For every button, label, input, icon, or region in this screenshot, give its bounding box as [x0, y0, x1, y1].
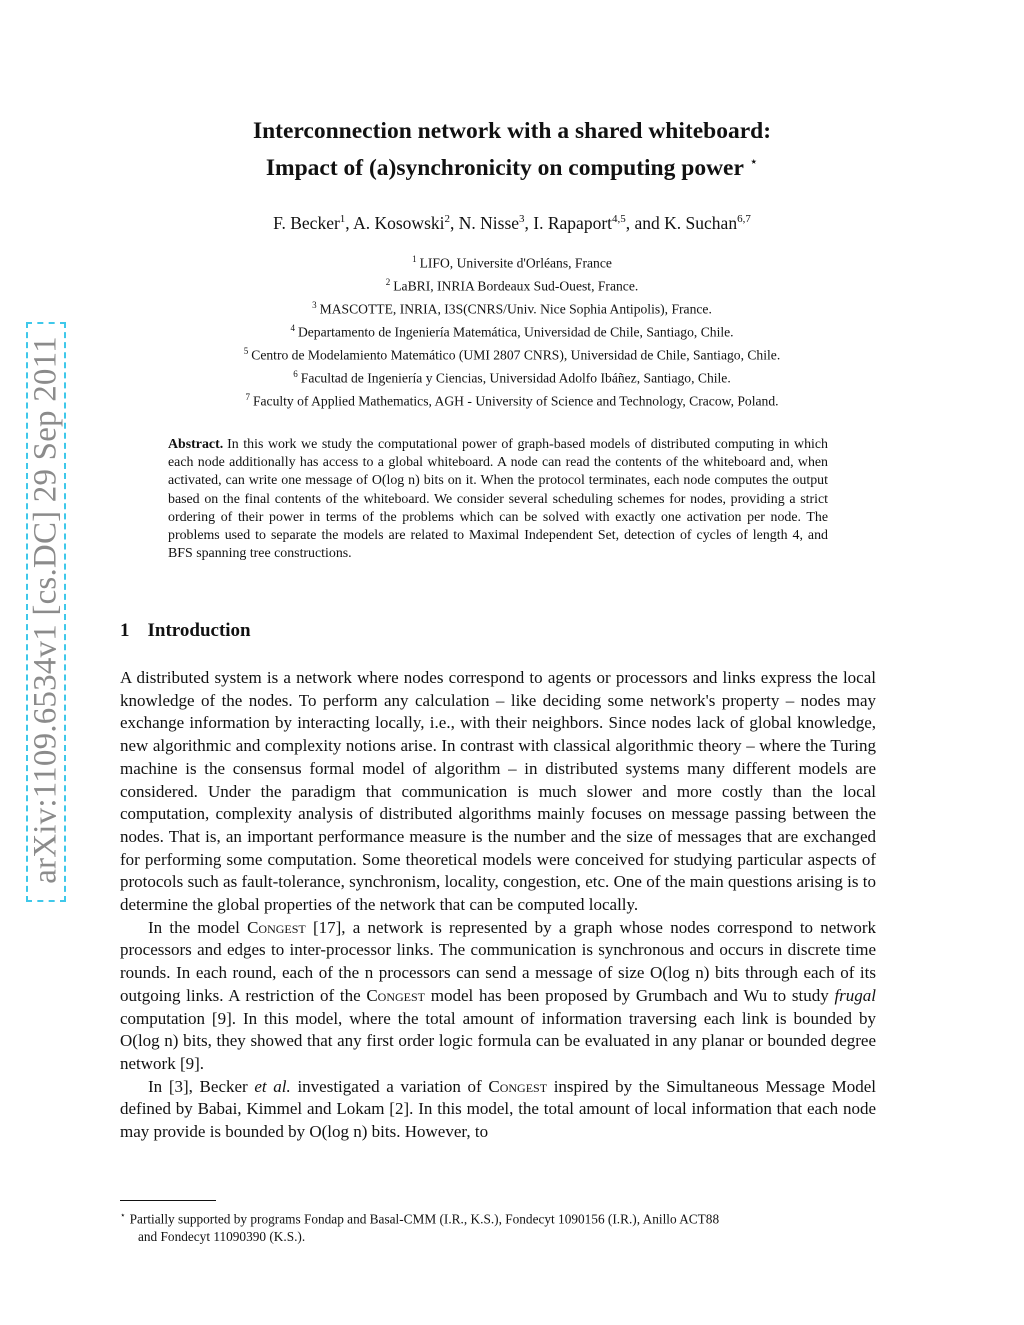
paragraph-2-text: computation [9]. In this model, where the total amount of information traversing each link is bounded by O(log n) bits, they showed that any first order logic formula can be evaluated in any planar or bounded degree network [9]. [120, 1008, 876, 1073]
congest-term: Congest [247, 917, 306, 937]
abstract [168, 436, 828, 563]
affiliation-text: MASCOTTE, INRIA, I3S(CNRS/Univ. Nice Sophia Antipolis), France. [319, 301, 712, 317]
paragraph-3 [120, 1076, 876, 1144]
author-affiliation-sup: 3 [519, 213, 525, 226]
congest-term: Congest [488, 1076, 548, 1096]
footnote-line-1 [120, 1207, 876, 1228]
author-separator: , [524, 213, 534, 233]
author-separator: , [345, 213, 354, 233]
title-line-2-text: Impact of (a)synchronicity on computing power [265, 154, 744, 181]
arxiv-identifier: arXiv:1109.6534v1 [cs.DC] 29 Sep 2011 [27, 336, 64, 884]
author-affiliation-sup: 4,5 [612, 213, 626, 226]
author-name: F. Becker [273, 213, 340, 233]
affiliation-number: 7 [245, 391, 250, 402]
author-name: K. Suchan [664, 213, 738, 233]
footnote-mark: ⋆ [120, 1210, 126, 1220]
paragraph-3-text: In [3], Becker [148, 1076, 255, 1096]
footnote-text: Partially supported by programs Fondap and Basal-CMM (I.R., K.S.), Fondecyt 1090156 (I.R.), Anillo ACT88 [129, 1211, 720, 1227]
affiliation-number: 5 [243, 345, 249, 356]
paragraph-3-text: investigated a variation of [290, 1076, 489, 1096]
title-line-1: Interconnection network with a shared whiteboard: [252, 118, 772, 144]
paragraph-2-text: In the model [148, 917, 248, 937]
affiliation-text: Departamento de Ingeniería Matemática, Universidad de Chile, Santiago, Chile. [297, 324, 734, 340]
paragraph-2 [120, 917, 876, 1076]
author-name: N. Nisse [458, 213, 520, 233]
affiliation-number: 6 [293, 368, 298, 379]
affiliation-number: 3 [312, 299, 317, 310]
paragraph-2-text: model has been proposed by Grumbach and Wu to study [425, 985, 835, 1005]
title-line-2 [120, 147, 904, 184]
paragraph-2-text: [17], a network is represented by a graph whose nodes correspond to network processors and edges to inter-processor links. The communication is synchronous and occurs in discrete time rounds. In each round, each of the n processors can send a message of size O(log n) bits through each of its outgoing links. A restriction of the [120, 917, 876, 1005]
author-separator: , [450, 213, 459, 233]
author-affiliation-sup: 2 [444, 213, 450, 226]
author-affiliation-sup: 1 [339, 213, 346, 226]
author-name: I. Rapaport [533, 213, 613, 233]
affiliation-number: 2 [385, 276, 391, 287]
affiliation-list [120, 250, 904, 411]
affiliation-item [120, 365, 904, 388]
footnote-divider [120, 1200, 216, 1201]
affiliation-text: Facultad de Ingeniería y Ciencias, Universidad Adolfo Ibáñez, Santiago, Chile. [300, 370, 731, 386]
paragraph-1: A distributed system is a network where nodes correspond to agents or processors and links express the local knowledge of the nodes. To perform any calculation – like deciding some network's property – nodes may exchange information by interacting locally, i.e., with their neighbors. Since nodes lack of global knowledge, new algorithmic and complexity notions arise. In contrast with classical algorithmic theory – where the Turing machine is the consensus formal model of algorithm – in distributed systems many different models are considered. Under the paradigm that communication is much slower and more costly than the local computation, complexity analysis of distributed algorithms mainly focuses on message passing between the nodes. That is, an important performance measure is the number and the size of messages that are exchanged for performing some computation. Some theoretical models were conceived for studying particular aspects of protocols such as fault-tolerance, synchronism, locality, congestion, etc. One of the main questions arising is to determine the global properties of the network that can be computed locally. [120, 668, 876, 915]
affiliation-text: LIFO, Universite d'Orléans, France [419, 255, 612, 271]
affiliation-item [120, 250, 904, 273]
author-affiliation-sup: 6,7 [737, 213, 751, 226]
abstract-label: Abstract. [168, 437, 224, 452]
author-list [120, 213, 904, 234]
affiliation-item [120, 342, 904, 365]
et-al-term: et al. [254, 1076, 291, 1096]
affiliation-item [120, 296, 904, 319]
affiliation-text: Centro de Modelamiento Matemático (UMI 2807 CNRS), Universidad de Chile, Santiago, Chile. [251, 347, 781, 363]
frugal-term: frugal [834, 985, 876, 1005]
title-footnote-star: ⋆ [749, 155, 759, 170]
affiliation-number: 4 [290, 322, 295, 333]
footnote [120, 1207, 876, 1245]
author-name: A. Kosowski [353, 213, 445, 233]
footnote-line-2: and Fondecyt 11090390 (K.S.). [138, 1228, 306, 1244]
paper-title [120, 116, 904, 184]
affiliation-text: LaBRI, INRIA Bordeaux Sud-Ouest, France. [393, 278, 639, 294]
affiliation-item [120, 319, 904, 342]
section-number: 1 [120, 620, 130, 641]
body-text [120, 667, 876, 1144]
section-heading [120, 620, 251, 642]
affiliation-item [120, 273, 904, 296]
author-separator: , and [625, 213, 665, 233]
arxiv-stamp [26, 322, 66, 900]
affiliation-number: 1 [412, 254, 417, 264]
paragraph-3-text: inspired by the Simultaneous Message Model defined by Babai, Kimmel and Lokam [2]. In this model, the total amount of local information that each node may provide is bounded by O(log n) bits. However, to [120, 1076, 876, 1142]
affiliation-item [120, 388, 904, 411]
abstract-text: In this work we study the computational power of graph-based models of distributed computing in which each node additionally has access to a global whiteboard. A node can read the contents of the whiteboard and, when activated, can write one message of O(log n) bits on it. When the protocol terminates, each node computes the output based on the final contents of the whiteboard. We consider several scheduling schemes for nodes, providing a strict ordering of their power in terms of the problems which can be solved with exactly one activation per node. The problems used to separate the models are related to Maximal Independent Set, detection of cycles of length 4, and BFS spanning tree constructions. [168, 437, 828, 562]
section-title: Introduction [147, 620, 251, 641]
congest-term: Congest [366, 985, 426, 1005]
affiliation-text: Faculty of Applied Mathematics, AGH - University of Science and Technology, Cracow, Poland. [252, 393, 779, 409]
